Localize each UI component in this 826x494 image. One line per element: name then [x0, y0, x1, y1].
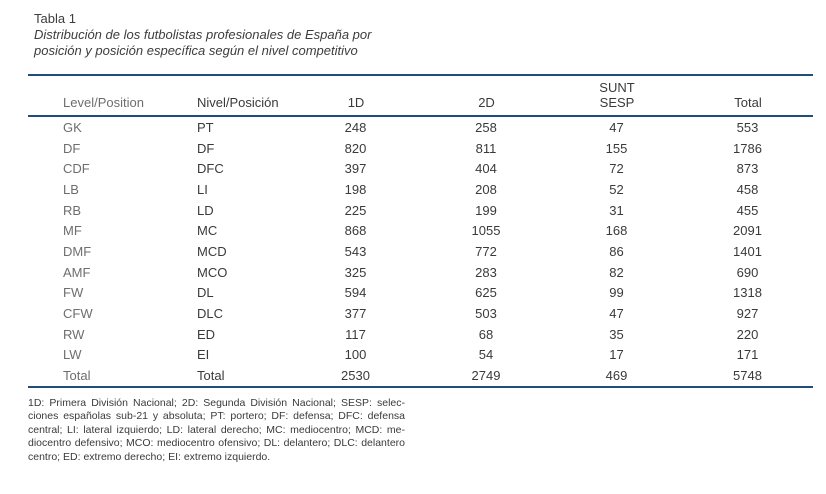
cell-nivel: MCD [197, 243, 227, 259]
cell-nivel: LD [197, 202, 214, 218]
cell-d1: 820 [344, 140, 367, 156]
cell-d1: 248 [344, 119, 367, 135]
cell-d1: 100 [344, 347, 367, 363]
table-row [28, 241, 813, 262]
cell-total: 690 [736, 264, 759, 280]
cell-d1: 377 [344, 306, 367, 322]
cell-d1: 225 [344, 202, 367, 218]
cell-d2: 68 [478, 326, 494, 342]
cell-level: CFW [63, 306, 93, 322]
cell-level: CDF [63, 161, 90, 177]
cell-d1: 117 [345, 326, 366, 342]
cell-d2: 54 [478, 347, 494, 363]
cell-nivel: PT [197, 119, 214, 135]
cell-sesp: 52 [609, 181, 624, 197]
cell-d2: 404 [475, 161, 497, 177]
table-footnote [28, 397, 405, 464]
table-row [28, 324, 813, 345]
header-2d: 2D [422, 75, 551, 116]
cell-d1: 2530 [341, 368, 370, 384]
cell-sesp: 47 [609, 306, 624, 322]
cell-nivel: DFC [197, 161, 224, 177]
table-subtitle-line1: Distribución de los futbolistas profesionales de España por [34, 27, 372, 42]
cell-nivel: DLC [197, 306, 224, 322]
cell-level: LB [63, 181, 79, 197]
cell-total: 927 [736, 306, 759, 322]
cell-d2: 1055 [471, 223, 501, 239]
cell-d2: 503 [475, 306, 497, 322]
cell-level: DF [63, 140, 81, 156]
cell-total: 220 [736, 326, 759, 342]
cell-total: 1401 [733, 243, 762, 259]
cell-total: 171 [736, 347, 759, 363]
table-row [28, 179, 813, 200]
footnote-line: diocentro defensivo; MCO: mediocentro ofensivo; DL: delantero; DLC: delantero [28, 437, 405, 450]
table-row [28, 262, 813, 283]
table-row [28, 303, 813, 324]
cell-level: DMF [63, 243, 92, 259]
cell-nivel: DF [197, 140, 215, 156]
cell-level: AMF [63, 264, 91, 280]
cell-d1: 198 [344, 181, 367, 197]
cell-sesp: 72 [609, 161, 624, 177]
cell-d2: 772 [475, 243, 497, 259]
cell-level: GK [63, 119, 82, 135]
cell-nivel: ED [197, 326, 216, 342]
footnote-line: central; LI: lateral izquierdo; LD: lateral derecho; MC: mediocentro; MCD: me- [28, 423, 405, 436]
cell-d2: 258 [475, 119, 497, 135]
cell-level: RB [63, 202, 82, 218]
cell-sesp: 168 [605, 223, 628, 239]
cell-d1: 325 [344, 264, 367, 280]
cell-d2: 208 [475, 181, 497, 197]
cell-total: 873 [736, 161, 759, 177]
cell-total: 5748 [733, 368, 762, 384]
cell-sesp: 47 [609, 119, 624, 135]
table-row-total [28, 365, 813, 387]
table-body [28, 116, 813, 387]
table-row [28, 158, 813, 179]
cell-sesp: 99 [609, 285, 624, 301]
header-level-position: Level/Position [28, 75, 169, 116]
cell-nivel: MCO [197, 264, 228, 280]
header-sesp-line: SESP [599, 95, 635, 110]
table-number: Tabla 1 [34, 11, 76, 26]
cell-d2: 2749 [471, 368, 501, 384]
cell-d1: 868 [344, 223, 367, 239]
cell-sesp: 35 [609, 326, 624, 342]
cell-level: LW [63, 347, 82, 363]
cell-total: 458 [736, 181, 759, 197]
cell-level: FW [63, 285, 84, 301]
cell-sesp: 469 [605, 368, 628, 384]
cell-sesp: 31 [609, 202, 624, 218]
footnote-line: centro; ED: extremo derecho; EI: extremo izquierdo. [28, 450, 271, 463]
cell-level: RW [63, 326, 85, 342]
table-row [28, 200, 813, 221]
cell-level: Total [63, 368, 91, 384]
table-caption [34, 11, 371, 59]
header-sunt-sesp [551, 75, 683, 116]
table-row [28, 116, 813, 138]
table-row [28, 138, 813, 159]
cell-nivel: MC [197, 223, 218, 239]
cell-total: 553 [736, 119, 759, 135]
cell-total: 1318 [733, 285, 762, 301]
footnote-line: 1D: Primera División Nacional; 2D: Segunda División Nacional; SESP: selec- [28, 397, 405, 409]
table-row [28, 220, 813, 241]
cell-sesp: 17 [609, 347, 624, 363]
footnote-line: ciones españolas sub-21 y absoluta; PT: portero; DF: defensa; DFC: defensa [28, 410, 405, 423]
cell-total: 1786 [733, 140, 762, 156]
cell-d1: 594 [344, 285, 367, 301]
table-row [28, 283, 813, 304]
cell-total: 455 [736, 202, 759, 218]
table-row [28, 345, 813, 366]
cell-d2: 199 [475, 202, 497, 218]
cell-nivel: Total [197, 368, 225, 384]
cell-total: 2091 [733, 223, 762, 239]
cell-sesp: 86 [609, 243, 624, 259]
cell-nivel: LI [197, 181, 208, 197]
cell-d2: 625 [475, 285, 497, 301]
cell-nivel: EI [197, 347, 210, 363]
header-total: Total [683, 75, 813, 116]
cell-nivel: DL [197, 285, 214, 301]
data-table [28, 74, 813, 388]
cell-sesp: 82 [609, 264, 624, 280]
cell-level: MF [63, 223, 82, 239]
header-nivel-posicion: Nivel/Posición [169, 75, 290, 116]
header-1d: 1D [290, 75, 422, 116]
cell-d2: 283 [475, 264, 497, 280]
header-sunt-line: SUNT [599, 80, 635, 95]
header-row [28, 75, 813, 116]
cell-d1: 543 [344, 243, 367, 259]
cell-sesp: 155 [605, 140, 628, 156]
cell-d1: 397 [344, 161, 367, 177]
table-subtitle-line2: posición y posición específica según el nivel competitivo [34, 43, 358, 58]
cell-d2: 811 [475, 140, 497, 156]
